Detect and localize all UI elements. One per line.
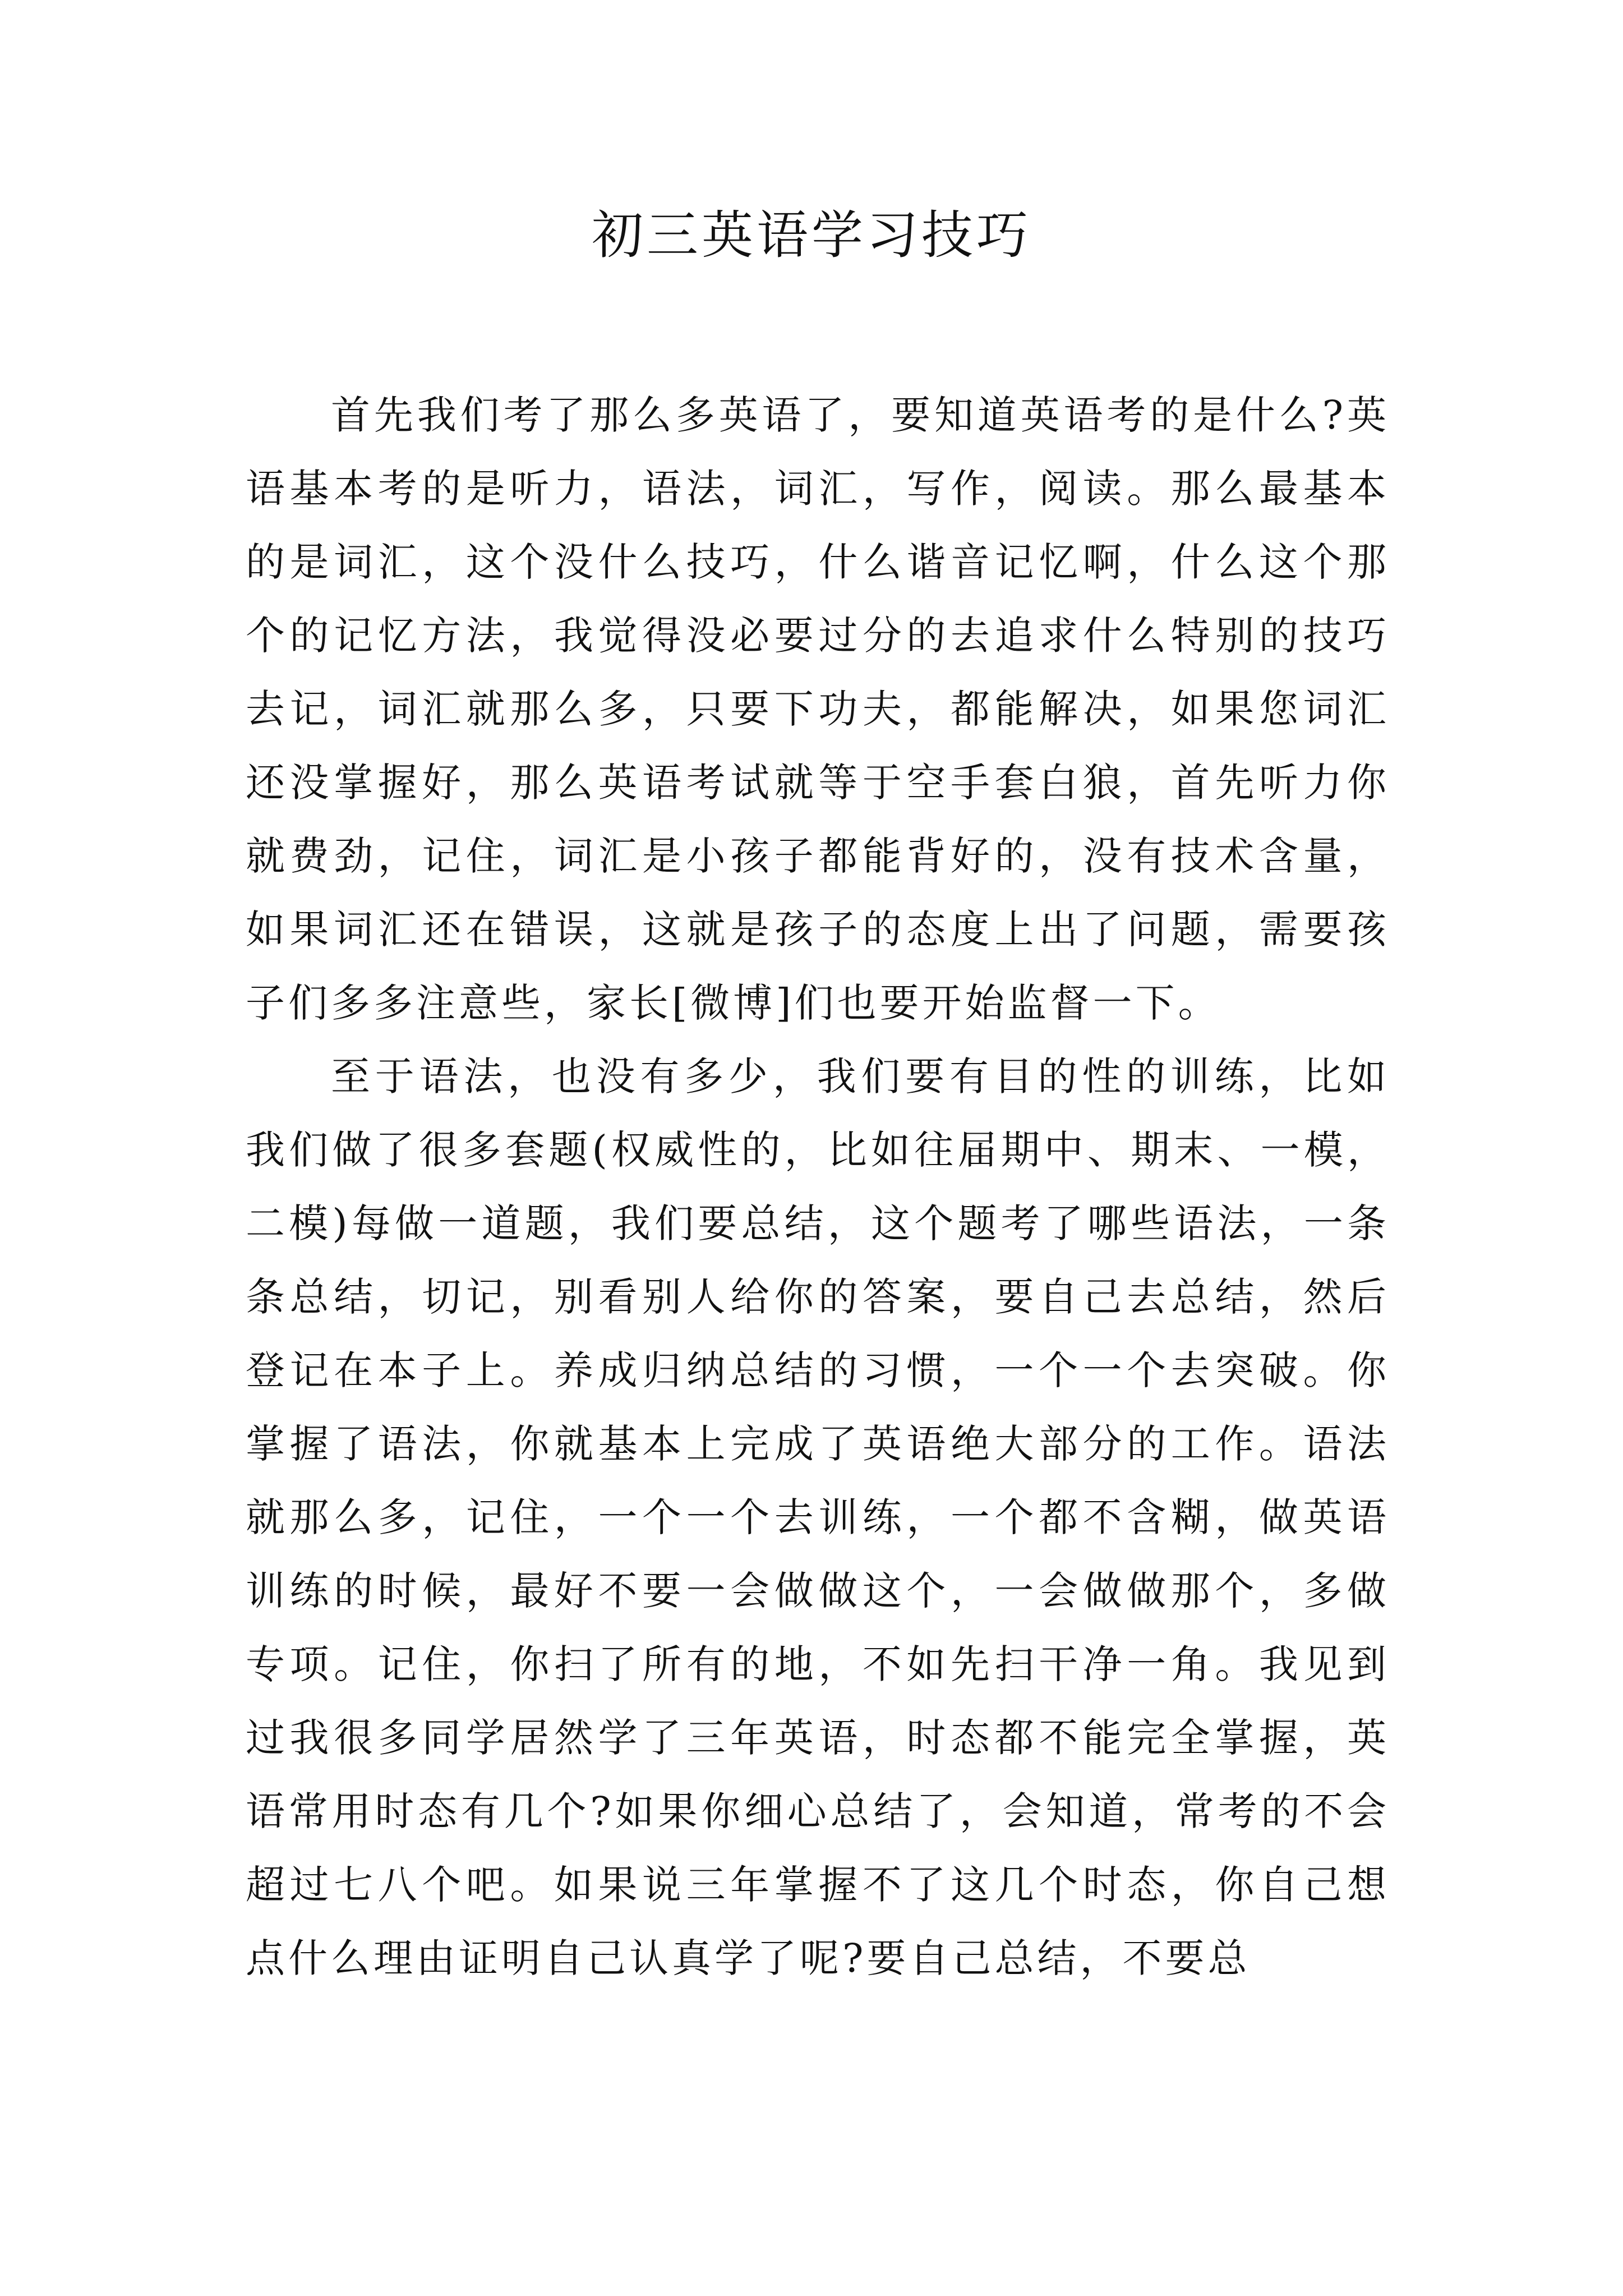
paragraph: 至于语法，也没有多少，我们要有目的性的训练，比如我们做了很多套题(权威性的，比如往届期中、期末、一模，二模)每做一道题，我们要总结，这个题考了哪些语法，一条条总结，切记，别看别人给你的答案，要自己去总结，然后登记在本子上。养成归纳总结的习惯，一个一个去突破。你掌握了语法，你就基本上完成了英语绝大部分的工作。语法就那么多，记住，一个一个去训练，一个都不含糊，做英语训练的时候，最好不要一会做做这个，一会做做那个，多做专项。记住，你扫了所有的地，不如先扫干净一角。我见到过我很多同学居然学了三年英语，时态都不能完全掌握，英语常用时态有几个?如果你细心总结了，会知道，常考的不会超过七八个吧。如果说三年掌握不了这几个时态，你自己想点什么理由证明自己认真学了呢?要自己总结，不要总: [246, 1053, 1390, 1981]
document-title: 初三英语学习技巧: [591, 205, 1031, 265]
paragraph: 首先我们考了那么多英语了，要知道英语考的是什么?英语基本考的是听力，语法，词汇，写作，阅读。那么最基本的是词汇，这个没什么技巧，什么谐音记忆啊，什么这个那个的记忆方法，我觉得没必要过分的去追求什么特别的技巧去记，词汇就那么多，只要下功夫，都能解决，如果您词汇还没掌握好，那么英语考试就等于空手套白狼，首先听力你就费劲，记住，词汇是小孩子都能背好的，没有技术含量，如果词汇还在错误，这就是孩子的态度上出了问题，需要孩子们多多注意些，家长[微博]们也要开始监督一下。: [246, 392, 1390, 1026]
document-body: [246, 379, 1390, 1995]
